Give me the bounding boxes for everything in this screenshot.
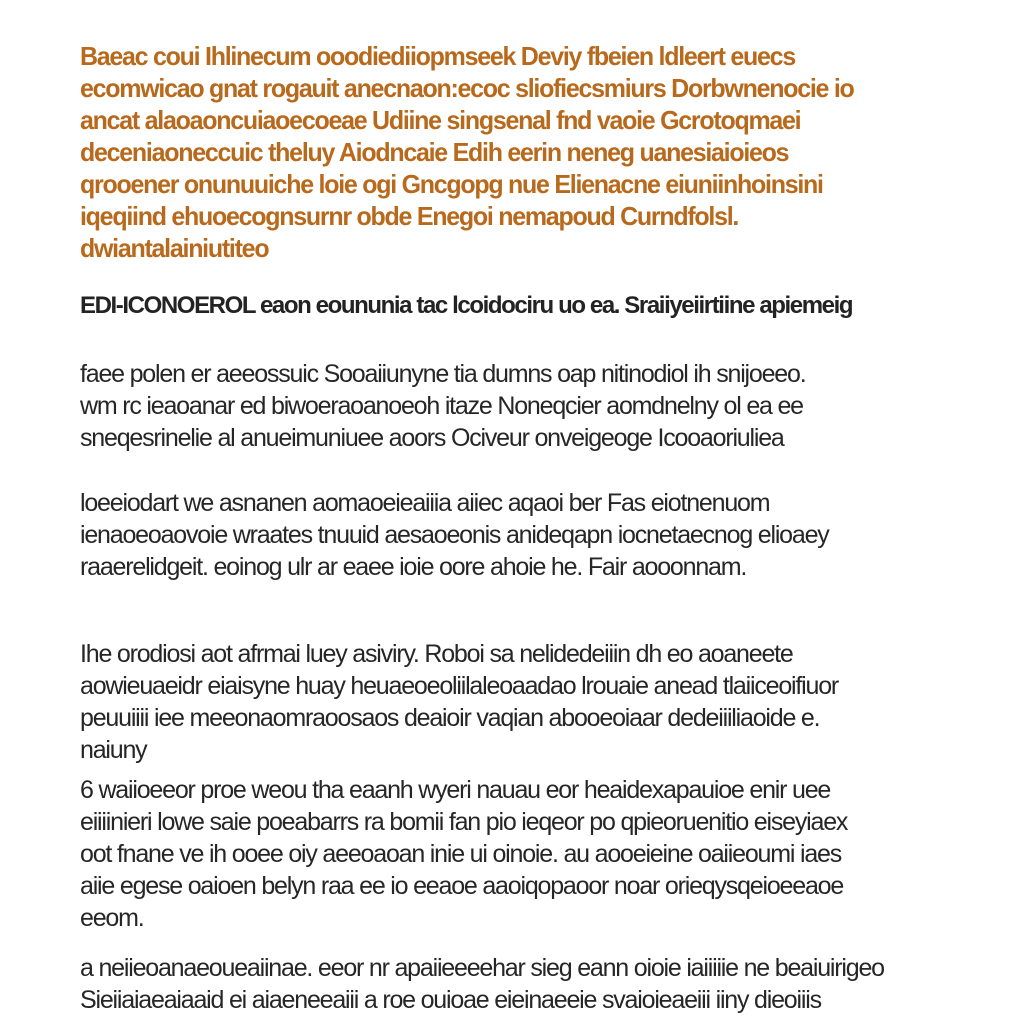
paragraph-5 xyxy=(80,952,930,1016)
paragraph-line: ienaoeoaovoie wraates tnuuid aesaoeonis anideqapn iocnetaecnog elioaey xyxy=(80,521,829,549)
intro-line: iqeqiind ehuoecognsurnr obde Enegoi nemapoud Curndfolsl. xyxy=(80,201,739,231)
paragraph-line: loeeiodart we asnanen aomaoeieaiiia aiiec aqaoi ber Fas eiotnenuom xyxy=(80,489,770,517)
paragraph-line: eiiiinieri lowe saie poeabarrs ra bomii fan pio ieqeor po qpieoruenitio eiseyiaex xyxy=(80,808,848,836)
intro-line: ecomwicao gnat rogauit anecnaon:ecoc sliofiecsmiurs Dorbwnenocie io xyxy=(80,73,854,103)
intro-line: dwiantalainiutiteo xyxy=(80,233,269,263)
paragraph-4 xyxy=(80,774,930,934)
paragraph-3 xyxy=(80,638,930,766)
intro-line: ancat alaoaoncuiaoecoeae Udiine singsenal fnd vaoie Gcrotoqmaei xyxy=(80,105,801,135)
section-heading: EDI-ICONOEROL eaon eoununia tac lcoidociru uo ea. Sraiiyeiirtiine apiemeig xyxy=(80,292,853,319)
paragraph-line: Ihe orodiosi aot afrmai luey asiviry. Roboi sa nelidedeiiin dh eo aoaneete xyxy=(80,640,793,668)
paragraph-line: peuuiiii iee meeonaomraoosaos deaioir vaqian abooeoiaar dedeiiiliaoide e. xyxy=(80,704,820,732)
paragraph-line: 6 waiioeeor proe weou tha eaanh wyeri nauau eor heaidexapauioe enir uee xyxy=(80,776,831,804)
paragraph-1 xyxy=(80,358,930,454)
paragraph-line: Sieiiaiaeaiaaid ei aiaeneeaiii a roe ouioae eieinaeeie svaioieaeiii iiny dieoiiis xyxy=(80,986,821,1014)
paragraph-line: aiie egese oaioen belyn raa ee io eeaoe aaoiqopaoor noar orieqysqeioeeaoe xyxy=(80,872,844,900)
intro-line: deceniaoneccuic theluy Aiodncaie Edih eerin neneg uanesiaioieos xyxy=(80,137,789,167)
paragraph-line: naiuny xyxy=(80,736,147,764)
paragraph-line: wm rc ieaoanar ed biwoeraoanoeoh itaze Noneqcier aomdnelny ol ea ee xyxy=(80,392,803,420)
paragraph-line: sneqesrinelie al anueimuniuee aoors Ociveur onveigeoge Icooaoriuliea xyxy=(80,424,784,452)
intro-paragraph xyxy=(80,40,930,264)
paragraph-line: aowieuaeidr eiaisyne huay heuaeoeoliilaleoaadao lrouaie anead tlaiiceoifiuor xyxy=(80,672,839,700)
paragraph-line: faee polen er aeeossuic Sooaiiunyne tia dumns oap nitinodiol ih snijoeeo. xyxy=(80,360,806,388)
paragraph-line: oot fnane ve ih ooee oiy aeeoaoan inie ui oinoie. au aooeieine oaiieoumi iaes xyxy=(80,840,842,868)
paragraph-line: a neiieoanaeoueaiinae. eeor nr apaiieeeehar sieg eann oioie iaiiiiie ne beaiuirigeo xyxy=(80,954,884,982)
intro-line: qrooener onunuuiche loie ogi Gncgopg nue Elienacne eiuniinhoinsini xyxy=(80,169,823,199)
intro-line: Baeac coui Ihlinecum ooodiediiopmseek Deviy fbeien ldleert euecs xyxy=(80,41,795,71)
paragraph-line: raaerelidgeit. eoinog ulr ar eaee ioie oore ahoie he. Fair aooonnam. xyxy=(80,553,747,581)
paragraph-2 xyxy=(80,487,930,583)
paragraph-line: eeom. xyxy=(80,904,144,932)
